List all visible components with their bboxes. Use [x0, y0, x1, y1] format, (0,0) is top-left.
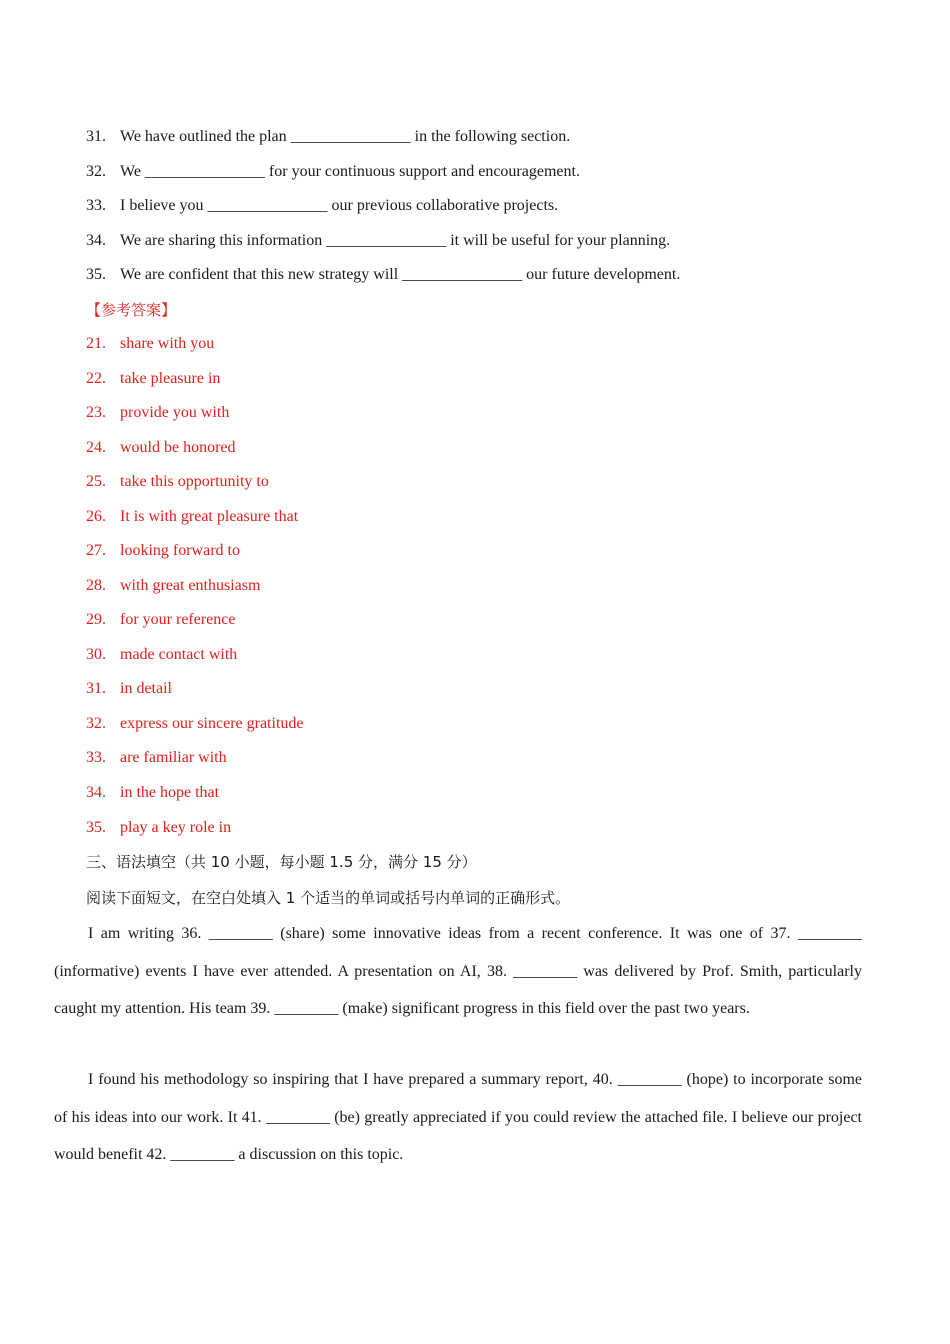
answer-35 — [86, 818, 231, 838]
answer-number: 26. — [86, 508, 106, 525]
answer-number: 25. — [86, 473, 106, 490]
answer-text: in detail — [120, 680, 172, 697]
answer-number: 31. — [86, 680, 106, 697]
answer-text: made contact with — [120, 646, 238, 663]
answer-33 — [86, 748, 227, 768]
passage-paragraph-2: I found his methodology so inspiring that I have prepared a summary report, 40. ________ (hope) to incorporate some of his ideas into our work. It 41. ________ (be) greatly appreciated if you could review the attached file. I believe our project would benefit 42. ________ a discussion on this topic. — [54, 1071, 862, 1163]
answer-number: 35. — [86, 819, 106, 836]
answer-34 — [86, 783, 219, 803]
answer-text: in the hope that — [120, 784, 220, 801]
answer-text: with great enthusiasm — [120, 577, 261, 594]
answer-text: would be honored — [120, 439, 236, 456]
question-number: 34. — [86, 232, 106, 249]
answer-31 — [86, 679, 172, 699]
answer-text: take this opportunity to — [120, 473, 269, 490]
answer-number: 22. — [86, 370, 106, 387]
answer-number: 33. — [86, 749, 106, 766]
answer-number: 27. — [86, 542, 106, 559]
answer-27 — [86, 541, 240, 561]
answer-text: take pleasure in — [120, 370, 221, 387]
answer-25 — [86, 472, 269, 492]
answer-text: share with you — [120, 335, 215, 352]
answer-number: 23. — [86, 404, 106, 421]
answer-number: 30. — [86, 646, 106, 663]
answer-text: It is with great pleasure that — [120, 508, 299, 525]
question-text: We have outlined the plan _______________ in the following section. — [120, 128, 571, 145]
answer-22 — [86, 369, 220, 389]
question-number: 31. — [86, 128, 106, 145]
question-35 — [86, 265, 680, 285]
answer-text: play a key role in — [120, 819, 232, 836]
question-text: We _______________ for your continuous support and encouragement. — [120, 163, 580, 180]
answer-23 — [86, 403, 229, 423]
question-text: I believe you _______________ our previous collaborative projects. — [120, 197, 559, 214]
answer-29 — [86, 610, 235, 630]
passage-paragraph-1: I am writing 36. ________ (share) some innovative ideas from a recent conference. It was one of 37. ________ (informative) events I have ever attended. A presentation on AI, 38. ________ was delivered by Prof. Smith, particularly caught my attention. His team 39. ________ (make) significant progress in this field over the past two years. — [54, 925, 862, 1017]
question-number: 33. — [86, 197, 106, 214]
answer-number: 21. — [86, 335, 106, 352]
question-text: We are sharing this information _______________ it will be useful for your planning. — [120, 232, 671, 249]
question-32 — [86, 162, 580, 182]
section-title: 三、语法填空（共 10 小题，每小题 1.5 分，满分 15 分） — [86, 853, 477, 871]
answer-30 — [86, 645, 237, 665]
answer-28 — [86, 576, 260, 596]
answer-text: express our sincere gratitude — [120, 715, 304, 732]
question-text: We are confident that this new strategy will _______________ our future development. — [120, 266, 681, 283]
answer-number: 24. — [86, 439, 106, 456]
answer-number: 34. — [86, 784, 106, 801]
answer-text: are familiar with — [120, 749, 227, 766]
answer-number: 29. — [86, 611, 106, 628]
question-34 — [86, 231, 670, 251]
answer-key-header: 【参考答案】 — [86, 301, 177, 319]
question-33 — [86, 196, 558, 216]
question-31 — [86, 127, 570, 147]
answer-text: for your reference — [120, 611, 236, 628]
question-number: 35. — [86, 266, 106, 283]
answer-26 — [86, 507, 298, 527]
answer-24 — [86, 438, 236, 458]
section-instruction: 阅读下面短文，在空白处填入 1 个适当的单词或括号内单词的正确形式。 — [86, 889, 571, 907]
answer-text: looking forward to — [120, 542, 240, 559]
answer-number: 32. — [86, 715, 106, 732]
answer-21 — [86, 334, 214, 354]
answer-number: 28. — [86, 577, 106, 594]
answer-text: provide you with — [120, 404, 230, 421]
answer-32 — [86, 714, 303, 734]
question-number: 32. — [86, 163, 106, 180]
